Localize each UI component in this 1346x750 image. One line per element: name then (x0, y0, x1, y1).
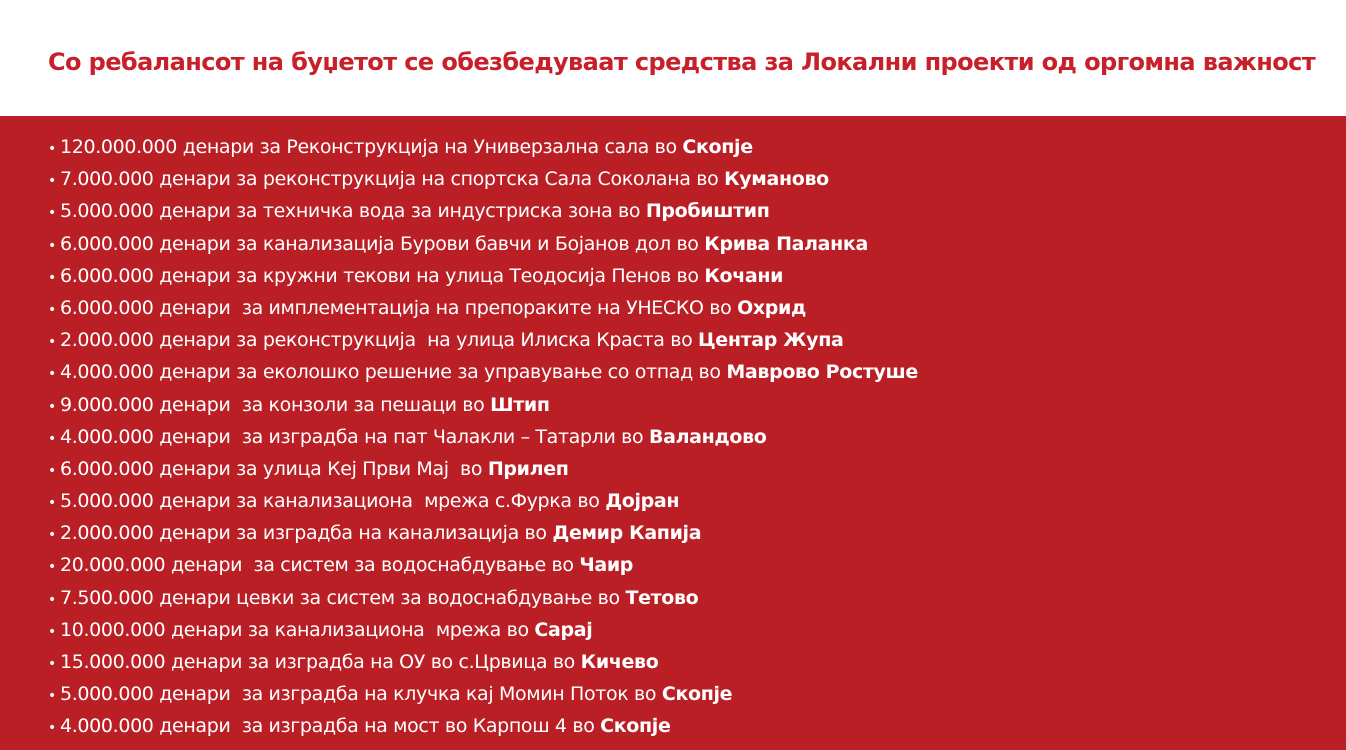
project-description: 6.000.000 денари за имплементација на препораките на УНЕСКО во (60, 296, 738, 319)
project-description: 5.000.000 денари за канализациона мрежа с.Фурка во (60, 490, 606, 513)
project-description: 15.000.000 денари за изградба на ОУ во с.Црвица во (60, 651, 581, 673)
list-item (48, 389, 918, 421)
header (0, 0, 1346, 116)
bullet-icon: • (48, 141, 56, 157)
municipality-name: Тетово (625, 586, 699, 609)
project-list (48, 131, 918, 743)
municipality-name: Валандово (648, 425, 767, 448)
municipality-name: Чаир (579, 554, 634, 577)
municipality-name: Центар Жупа (698, 329, 844, 352)
project-description: 5.000.000 денари за изградба на клучка кај Момин Поток во (60, 683, 662, 706)
bullet-icon: • (48, 656, 56, 672)
project-description: 120.000.000 денари за Реконструкција на Универзална сала во (60, 136, 683, 158)
list-item (48, 356, 918, 388)
bullet-icon: • (48, 173, 56, 190)
list-item (48, 485, 918, 517)
list-item (48, 549, 918, 581)
project-description: 5.000.000 денари за техничка вода за индустриска зона во (60, 200, 646, 223)
slide-title: Со ребалансот на буџетот се обезбедуваат средства за Локални проекти од оргомна важност (48, 48, 1316, 76)
list-item (48, 163, 918, 195)
list-item (48, 614, 918, 646)
project-description: 6.000.000 денари за кружни текови на улица Теодосија Пенов во (60, 264, 705, 287)
list-item (48, 292, 918, 324)
municipality-name: Скопје (661, 683, 733, 706)
project-description: 2.000.000 денари за изградба на канализација во (60, 522, 553, 545)
bullet-icon: • (48, 269, 56, 286)
bullet-icon: • (48, 591, 56, 608)
municipality-name: Прилеп (487, 457, 569, 480)
list-item (48, 324, 918, 356)
list-item (48, 517, 918, 549)
municipality-name: Крива Паланка (704, 232, 868, 255)
bullet-icon: • (48, 688, 56, 705)
municipality-name: Сарај (534, 618, 593, 641)
municipality-name: Штип (490, 393, 550, 416)
bullet-icon: • (48, 334, 56, 351)
bullet-icon: • (48, 623, 56, 640)
list-item (48, 582, 918, 614)
municipality-name: Маврово Ростуше (726, 361, 918, 384)
project-description: 10.000.000 денари за канализациона мрежа во (60, 618, 535, 641)
list-item (48, 678, 918, 710)
list-item (48, 453, 918, 485)
project-description: 4.000.000 денари за изградба на пат Чалакли – Татарли во (60, 425, 649, 448)
municipality-name: Пробиштип (645, 200, 770, 223)
list-item (48, 421, 918, 453)
municipality-name: Кочани (704, 264, 784, 287)
municipality-name: Куманово (724, 168, 829, 191)
project-description: 6.000.000 денари за канализација Бурови бавчи и Бојанов дол во (60, 232, 705, 255)
project-description: 6.000.000 денари за улица Кеј Први Мај во (60, 457, 488, 480)
bullet-icon: • (48, 527, 56, 544)
bullet-icon: • (48, 430, 56, 447)
project-description: 4.000.000 денари за изградба на мост во Карпош 4 во (60, 715, 601, 738)
municipality-name: Демир Капија (552, 522, 702, 545)
project-description: 2.000.000 денари за реконструкција на улица Илиска Краста во (60, 329, 699, 352)
project-description: 20.000.000 денари за систем за водоснабдување во (60, 554, 580, 577)
bullet-icon: • (48, 462, 56, 479)
bullet-icon: • (48, 495, 56, 512)
bullet-icon: • (48, 237, 56, 254)
bullet-icon: • (48, 559, 56, 576)
project-panel (0, 116, 1346, 750)
municipality-name: Кичево (580, 651, 659, 673)
project-description: 9.000.000 денари за конзоли за пешаци во (60, 393, 491, 416)
municipality-name: Охрид (737, 296, 806, 319)
list-item (48, 131, 918, 163)
list-item (48, 710, 918, 742)
bullet-icon: • (48, 205, 56, 222)
municipality-name: Скопје (600, 715, 671, 738)
project-description: 7.000.000 денари за реконструкција на спортска Сала Соколана во (60, 168, 725, 191)
project-description: 7.500.000 денари цевки за систем за водоснабдување во (60, 586, 626, 609)
bullet-icon: • (48, 720, 56, 737)
bullet-icon: • (48, 398, 56, 415)
list-item (48, 228, 918, 260)
list-item (48, 260, 918, 292)
municipality-name: Скопје (682, 136, 753, 158)
list-item (48, 646, 918, 678)
project-description: 4.000.000 денари за еколошко решение за управување со отпад во (60, 361, 727, 384)
list-item (48, 195, 918, 227)
bullet-icon: • (48, 366, 56, 383)
municipality-name: Дојран (605, 490, 680, 513)
bullet-icon: • (48, 301, 56, 318)
